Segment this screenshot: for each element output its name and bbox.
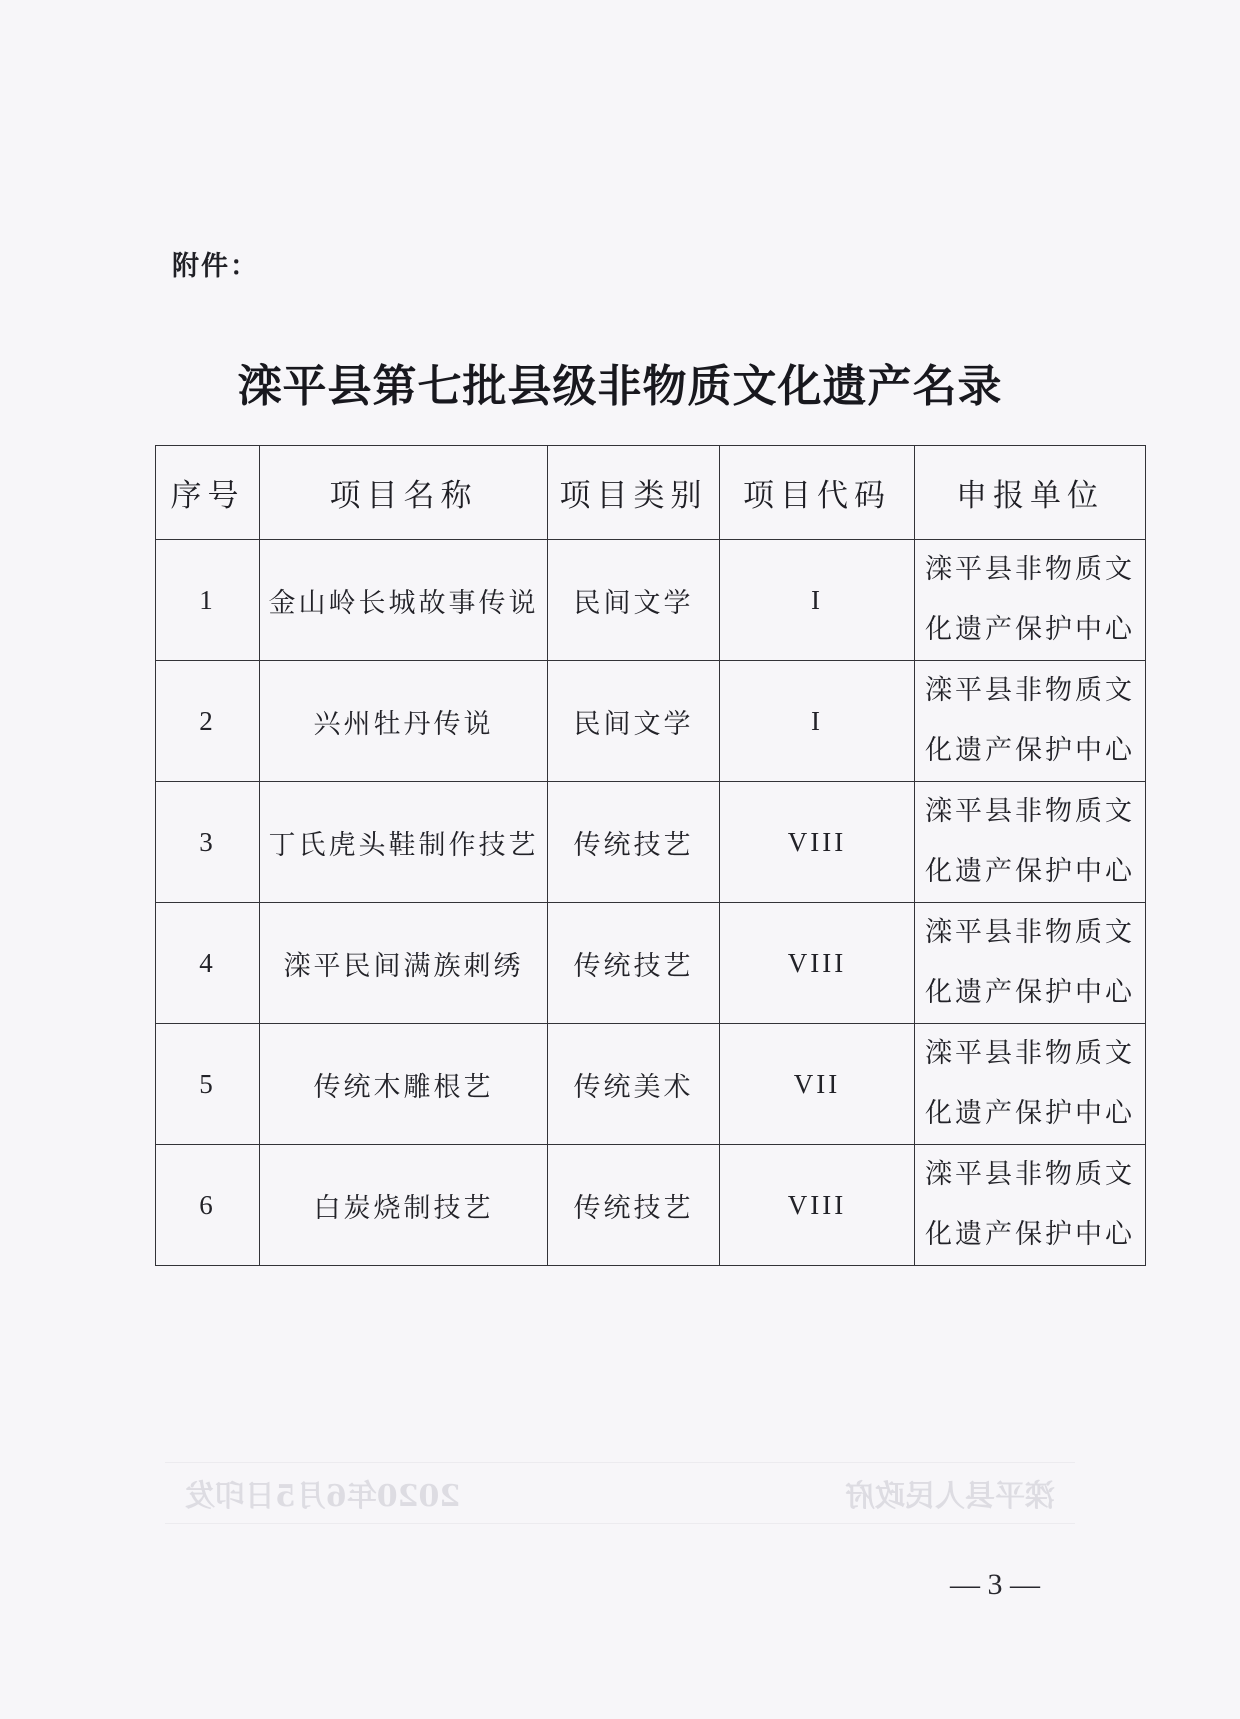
table-row [156, 903, 1146, 1024]
applicant-unit-line: 滦平县非物质文 [925, 675, 1135, 706]
row-number: 3 [156, 782, 260, 903]
applicant-unit-line: 滦平县非物质文 [925, 796, 1135, 827]
table-row [156, 540, 1146, 661]
row-number: 4 [156, 903, 260, 1024]
applicant-unit-line: 滦平县非物质文 [925, 1159, 1135, 1190]
footer-issuer: 滦平县人民政府 [845, 1479, 1055, 1514]
project-category: 传统技艺 [548, 782, 720, 903]
page-number: — 3 — [950, 1568, 1040, 1601]
header-project-code: 项目代码 [720, 446, 915, 540]
row-number: 1 [156, 540, 260, 661]
applicant-unit [915, 1024, 1146, 1145]
project-code: VIII [720, 782, 915, 903]
project-category: 传统美术 [548, 1024, 720, 1145]
row-number: 6 [156, 1145, 260, 1266]
row-number: 5 [156, 1024, 260, 1145]
project-name: 丁氏虎头鞋制作技艺 [260, 782, 548, 903]
header-project-category: 项目类别 [548, 446, 720, 540]
applicant-unit-line: 化遗产保护中心 [925, 1098, 1135, 1129]
applicant-unit-line: 化遗产保护中心 [925, 614, 1135, 645]
header-applicant-unit: 申报单位 [915, 446, 1146, 540]
project-code: I [720, 661, 915, 782]
table-row [156, 782, 1146, 903]
footer-issue-date: 2020年6月5日印发 [185, 1479, 461, 1514]
project-code: VIII [720, 1145, 915, 1266]
document-title: 滦平县第七批县级非物质文化遗产名录 [237, 361, 1003, 412]
applicant-unit [915, 540, 1146, 661]
applicant-unit-line: 滦平县非物质文 [925, 917, 1135, 948]
applicant-unit-line: 化遗产保护中心 [925, 1219, 1135, 1250]
footer-bleed-through [165, 1462, 1075, 1524]
header-seq: 序号 [156, 446, 260, 540]
attachment-label: 附件： [172, 251, 259, 282]
applicant-unit [915, 1145, 1146, 1266]
project-name: 白炭烧制技艺 [260, 1145, 548, 1266]
applicant-unit [915, 782, 1146, 903]
table-row [156, 661, 1146, 782]
project-category: 传统技艺 [548, 1145, 720, 1266]
project-name: 滦平民间满族刺绣 [260, 903, 548, 1024]
table-row [156, 1024, 1146, 1145]
project-name: 传统木雕根艺 [260, 1024, 548, 1145]
applicant-unit-line: 化遗产保护中心 [925, 977, 1135, 1008]
applicant-unit [915, 903, 1146, 1024]
project-code: VIII [720, 903, 915, 1024]
applicant-unit-line: 化遗产保护中心 [925, 856, 1135, 887]
project-code: I [720, 540, 915, 661]
row-number: 2 [156, 661, 260, 782]
project-category: 民间文学 [548, 540, 720, 661]
heritage-list-table [155, 445, 1146, 1266]
project-code: VII [720, 1024, 915, 1145]
header-project-name: 项目名称 [260, 446, 548, 540]
applicant-unit-line: 化遗产保护中心 [925, 735, 1135, 766]
applicant-unit-line: 滦平县非物质文 [925, 1038, 1135, 1069]
project-name: 金山岭长城故事传说 [260, 540, 548, 661]
table-row [156, 1145, 1146, 1266]
project-name: 兴州牡丹传说 [260, 661, 548, 782]
applicant-unit-line: 滦平县非物质文 [925, 554, 1135, 585]
project-category: 民间文学 [548, 661, 720, 782]
applicant-unit [915, 661, 1146, 782]
table-header-row [156, 446, 1146, 540]
project-category: 传统技艺 [548, 903, 720, 1024]
